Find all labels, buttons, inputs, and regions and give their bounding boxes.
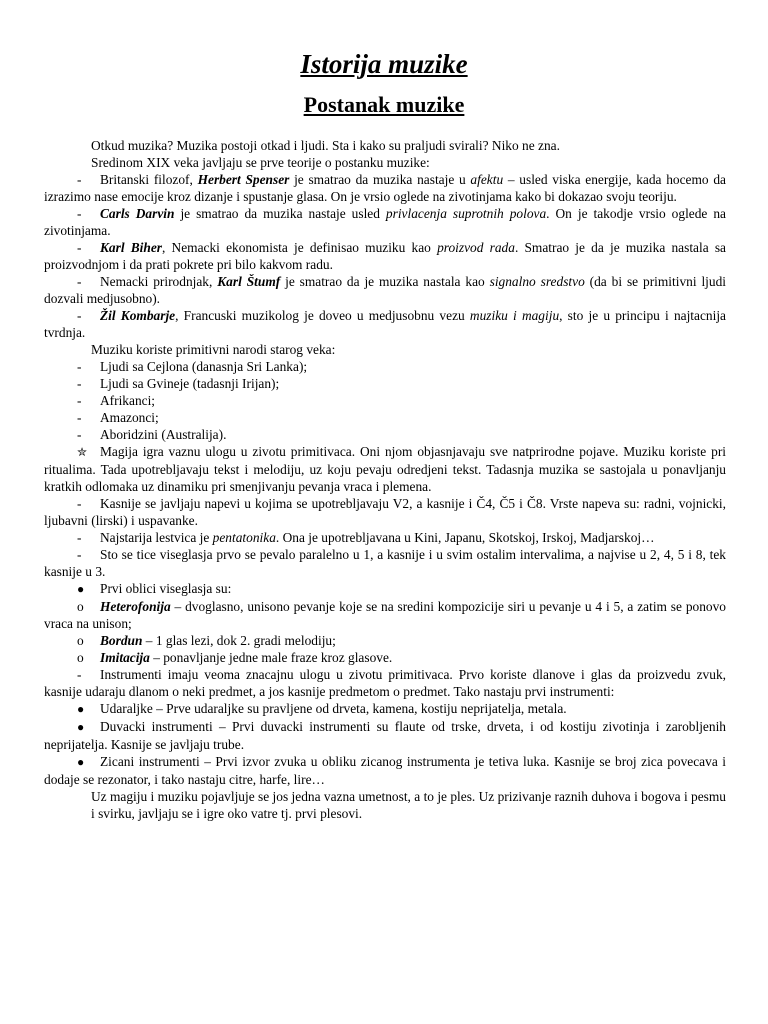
dash-marker: - <box>77 274 82 289</box>
dash-marker: - <box>77 410 82 425</box>
list-item: - Ljudi sa Gvineje (tadasnji Irijan); <box>44 375 726 392</box>
list-item: - Ljudi sa Cejlona (danasnja Sri Lanka); <box>44 358 726 375</box>
dash-marker: - <box>77 667 82 682</box>
dash-marker: - <box>77 547 82 562</box>
person-name: Herbert Spenser <box>197 172 290 187</box>
theory-kombarje: - Žil Kombarje, Francuski muzikolog je doveo u medjusobnu vezu muziku i magiju, sto je u principu i najtacnija tvrdnja. <box>44 308 726 340</box>
theory-term: signalno sredstvo <box>489 274 585 289</box>
instrument-udaraljke: ● Udaraljke – Prve udaraljke su pravljene od drveta, kamena, kostiju neprijatelja, metala. <box>44 700 726 718</box>
form-heterofonija: o Heterofonija – dvoglasno, unisono pevanje koje se na sredini kompozicije siri u pevanje u 4 i 5, a zatim se ponovo vraca na unison; <box>44 599 726 631</box>
person-name: Žil Kombarje <box>100 308 176 323</box>
person-name: Carls Darvin <box>100 206 175 221</box>
star-icon: ✮ <box>77 445 88 459</box>
dash-marker: - <box>77 393 82 408</box>
theory-term: muziku i magiju <box>469 308 560 323</box>
theory-term: proizvod rada <box>437 240 515 255</box>
chants-paragraph: - Kasnije se javljaju napevi u kojima se upotrebljavaju V2, a kasnije i Č4, Č5 i Č8. Vrste napeva su: radni, vojnicki, ljubavni (lirski) i uspavanke. <box>44 496 726 528</box>
bullet-icon: ● <box>77 702 85 716</box>
dance-paragraph: Uz magiju i muziku pojavljuje se jos jedna vazna umetnost, a to je ples. Uz prizivanje raznih duhova i bogova i pesmu i svirku, javljaju se i igre oko vatre tj. prvi plesovi. <box>91 789 726 821</box>
list-item: - Aboridzini (Australija). <box>44 426 726 443</box>
dash-marker: - <box>77 359 82 374</box>
dash-marker: - <box>77 240 82 255</box>
document-subtitle: Postanak muzike <box>303 92 465 117</box>
dash-marker: - <box>77 308 82 323</box>
form-name: Heterofonija <box>100 599 171 614</box>
theory-biher: - Karl Biher, Nemacki ekonomista je definisao muziku kao proizvod rada. Smatrao je da je muzika nastala sa proizvodnjom i da prati pokrete pri bilo kakvom radu. <box>44 240 726 272</box>
person-name: Karl Štumf <box>217 274 281 289</box>
instruments-paragraph: - Instrumenti imaju veoma znacajnu ulogu u zivotu primitivaca. Prvo koriste dlanove i glas da proizvedu zvuk, kasnije udaraju dlanom o neki predmet, a jos kasnije predmetom o predmet. Tako nastaju prvi instrumenti: <box>44 667 726 699</box>
polyphony-paragraph: - Sto se tice viseglasja prvo se pevalo paralelno u 1, a kasnije i u svim ostalim intervalima, a najvise u 2, 4, 5 i 8, tek kasnije u 3. <box>44 547 726 579</box>
bullet-icon: ● <box>77 720 85 734</box>
circle-bullet-icon: o <box>77 633 84 648</box>
form-imitacija: o Imitacija – ponavljanje jedne male fraze kroz glasove. <box>44 649 726 666</box>
theory-term: afektu <box>470 172 504 187</box>
circle-bullet-icon: o <box>77 599 84 614</box>
theory-stumf: - Nemacki prirodnjak, Karl Štumf je smatrao da je muzika nastala kao signalno sredstvo (da bi se primitivni ljudi dozvali medjusobno). <box>44 274 726 306</box>
dash-marker: - <box>77 206 82 221</box>
forms-intro: ● Prvi oblici viseglasja su: <box>44 580 726 598</box>
dash-marker: - <box>77 496 82 511</box>
scale-paragraph: - Najstarija lestvica je pentatonika. Ona je upotrebljavana u Kini, Japanu, Skotskoj, Irskoj, Madjarskoj… <box>44 529 726 546</box>
theories-intro: Sredinom XIX veka javljaju se prve teorije o postanku muzike: <box>91 155 430 170</box>
form-name: Imitacija <box>100 650 150 665</box>
dash-marker: - <box>77 530 82 545</box>
instrument-duvacki: ● Duvacki instrumenti – Prvi duvacki instrumenti su flaute od trske, drveta, i od kostiju zivotinja i zarobljenih neprijatelja. Kasnije se javljaju trube. <box>44 719 726 752</box>
theory-darvin: - Carls Darvin je smatrao da muzika nastaje usled privlacenja suprotnih polova. On je takodje vrsio oglede na zivotinjama. <box>44 206 726 238</box>
dash-marker: - <box>77 172 82 187</box>
list-item: - Amazonci; <box>44 409 726 426</box>
list-item: - Afrikanci; <box>44 392 726 409</box>
bullet-icon: ● <box>77 582 85 596</box>
circle-bullet-icon: o <box>77 650 84 665</box>
instrument-zicani: ● Zicani instrumenti – Prvi izvor zvuka u obliku zicanog instrumenta je tetiva luka. Kasnije se broj zica povecava i dodaje se rezonator, i tako nastaju citre, harfe, lire… <box>44 754 726 787</box>
intro-paragraph: Otkud muzika? Muzika postoji otkad i ljudi. Sta i kako su praljudi svirali? Niko ne zna. <box>91 138 560 153</box>
form-bordun: o Bordun – 1 glas lezi, dok 2. gradi melodiju; <box>44 632 726 649</box>
form-name: Bordun <box>100 633 143 648</box>
document-body <box>44 137 726 822</box>
theory-term: privlacenja suprotnih polova <box>385 206 547 221</box>
theory-term: pentatonika <box>212 530 276 545</box>
magic-paragraph: ✮ Magija igra vaznu ulogu u zivotu primitivaca. Oni njom objasnjavaju sve natprirodne pojave. Muziku koriste pri ritualima. Tada upotrebljavaju tekst i melodiju, uz koju pevaju odredjeni tekst. Tadasnja muzika se sastojala u ponavljanju kratkih odlomaka uz dinamiku pri smenjivanju pevanja vraca i plemena. <box>44 444 726 494</box>
theory-spenser: - Britanski filozof, Herbert Spenser je smatrao da muzika nastaje u afektu – usled viska energije, kada hocemo da izrazimo nase emocije kroz dizanje i spustanje glasa. On je vrsio oglede na zivotinjama kako bi dokazao svoju teoriju. <box>44 172 726 204</box>
person-name: Karl Biher <box>100 240 163 255</box>
bullet-icon: ● <box>77 755 85 769</box>
dash-marker: - <box>77 427 82 442</box>
document-title: Istorija muzike <box>300 49 468 79</box>
peoples-intro: Muziku koriste primitivni narodi starog veka: <box>91 342 336 357</box>
dash-marker: - <box>77 376 82 391</box>
